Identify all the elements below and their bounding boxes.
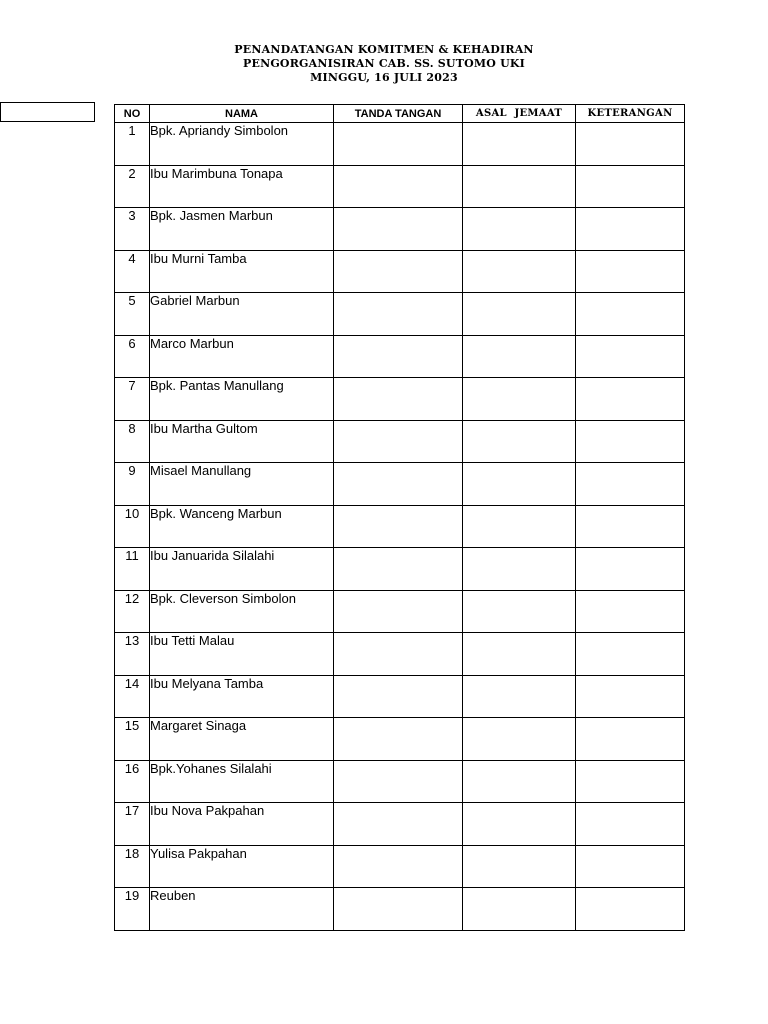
row-number: 9: [115, 463, 150, 506]
column-header-keterangan: KETERANGAN: [576, 105, 685, 123]
signature-cell[interactable]: [334, 293, 463, 336]
header-title-line-2: PENGORGANISIRAN CAB. SS. SUTOMO UKI: [243, 57, 525, 70]
asal-jemaat-cell[interactable]: [463, 208, 576, 251]
signature-cell[interactable]: [334, 335, 463, 378]
row-name: Bpk. Pantas Manullang: [150, 378, 334, 421]
row-number: 4: [115, 250, 150, 293]
signature-cell[interactable]: [334, 760, 463, 803]
column-header-asal-jemaat: [463, 105, 576, 123]
keterangan-cell[interactable]: [576, 845, 685, 888]
asal-jemaat-cell[interactable]: [463, 845, 576, 888]
row-name: Margaret Sinaga: [150, 718, 334, 761]
column-header-nama: NAMA: [150, 105, 334, 123]
signature-cell[interactable]: [334, 803, 463, 846]
asal-jemaat-cell[interactable]: [463, 420, 576, 463]
signature-cell[interactable]: [334, 845, 463, 888]
row-number: 16: [115, 760, 150, 803]
row-name: Ibu Melyana Tamba: [150, 675, 334, 718]
signature-cell[interactable]: [334, 548, 463, 591]
row-name: Gabriel Marbun: [150, 293, 334, 336]
row-number: 7: [115, 378, 150, 421]
asal-jemaat-cell[interactable]: [463, 548, 576, 591]
row-number: 18: [115, 845, 150, 888]
table-row: [115, 208, 685, 251]
signature-cell[interactable]: [334, 718, 463, 761]
table-row: [115, 760, 685, 803]
signature-cell[interactable]: [334, 675, 463, 718]
header-date-line: MINGGU, 16 JULI 2023: [310, 71, 458, 84]
signature-cell[interactable]: [334, 165, 463, 208]
keterangan-cell[interactable]: [576, 633, 685, 676]
table-row: [115, 250, 685, 293]
asal-jemaat-cell[interactable]: [463, 803, 576, 846]
row-number: 6: [115, 335, 150, 378]
asal-jemaat-cell[interactable]: [463, 888, 576, 931]
keterangan-cell[interactable]: [576, 293, 685, 336]
keterangan-cell[interactable]: [576, 675, 685, 718]
keterangan-cell[interactable]: [576, 888, 685, 931]
signature-cell[interactable]: [334, 250, 463, 293]
signature-cell[interactable]: [334, 208, 463, 251]
table-row: [115, 463, 685, 506]
keterangan-cell[interactable]: [576, 420, 685, 463]
row-number: 10: [115, 505, 150, 548]
row-number: 12: [115, 590, 150, 633]
row-number: 5: [115, 293, 150, 336]
asal-jemaat-cell[interactable]: [463, 250, 576, 293]
table-row: [115, 845, 685, 888]
table-row: [115, 293, 685, 336]
table-row: [115, 335, 685, 378]
row-name: Misael Manullang: [150, 463, 334, 506]
document-header: [0, 43, 768, 85]
attendance-table: [114, 104, 685, 931]
row-name: Ibu Nova Pakpahan: [150, 803, 334, 846]
table-body: [115, 123, 685, 931]
row-name: Ibu Tetti Malau: [150, 633, 334, 676]
table-row: [115, 505, 685, 548]
keterangan-cell[interactable]: [576, 760, 685, 803]
asal-jemaat-cell[interactable]: [463, 335, 576, 378]
signature-cell[interactable]: [334, 505, 463, 548]
row-name: Ibu Martha Gultom: [150, 420, 334, 463]
asal-jemaat-cell[interactable]: [463, 378, 576, 421]
keterangan-cell[interactable]: [576, 548, 685, 591]
asal-jemaat-cell[interactable]: [463, 165, 576, 208]
keterangan-cell[interactable]: [576, 123, 685, 166]
row-name: Bpk. Cleverson Simbolon: [150, 590, 334, 633]
asal-jemaat-label: ASAL JEMAAT: [475, 108, 563, 119]
row-name: Bpk. Wanceng Marbun: [150, 505, 334, 548]
row-number: 15: [115, 718, 150, 761]
row-name: Bpk. Jasmen Marbun: [150, 208, 334, 251]
signature-cell[interactable]: [334, 888, 463, 931]
asal-jemaat-cell[interactable]: [463, 590, 576, 633]
table-row: [115, 633, 685, 676]
table-row: [115, 803, 685, 846]
asal-jemaat-cell[interactable]: [463, 760, 576, 803]
row-name: Marco Marbun: [150, 335, 334, 378]
row-name: Reuben: [150, 888, 334, 931]
row-number: 17: [115, 803, 150, 846]
asal-jemaat-cell[interactable]: [463, 293, 576, 336]
row-name: Bpk. Apriandy Simbolon: [150, 123, 334, 166]
row-number: 13: [115, 633, 150, 676]
header-title-line-1: PENANDATANGAN KOMITMEN & KEHADIRAN: [234, 43, 534, 56]
asal-jemaat-cell[interactable]: [463, 718, 576, 761]
keterangan-cell[interactable]: [576, 208, 685, 251]
row-name: Yulisa Pakpahan: [150, 845, 334, 888]
column-header-tanda-tangan: TANDA TANGAN: [334, 105, 463, 123]
keterangan-cell[interactable]: [576, 250, 685, 293]
signature-cell[interactable]: [334, 463, 463, 506]
keterangan-cell[interactable]: [576, 165, 685, 208]
row-number: 19: [115, 888, 150, 931]
side-empty-box: [0, 102, 95, 122]
column-header-no: NO: [115, 105, 150, 123]
signature-cell[interactable]: [334, 590, 463, 633]
row-name: Ibu Murni Tamba: [150, 250, 334, 293]
row-number: 8: [115, 420, 150, 463]
row-number: 14: [115, 675, 150, 718]
table-row: [115, 420, 685, 463]
table-row: [115, 675, 685, 718]
table-row: [115, 123, 685, 166]
row-name: Ibu Marimbuna Tonapa: [150, 165, 334, 208]
asal-jemaat-cell[interactable]: [463, 123, 576, 166]
keterangan-cell[interactable]: [576, 803, 685, 846]
row-number: 11: [115, 548, 150, 591]
row-number: 3: [115, 208, 150, 251]
row-name: Ibu Januarida Silalahi: [150, 548, 334, 591]
table-row: [115, 718, 685, 761]
table-row: [115, 888, 685, 931]
keterangan-cell[interactable]: [576, 378, 685, 421]
asal-jemaat-cell[interactable]: [463, 675, 576, 718]
keterangan-cell[interactable]: [576, 718, 685, 761]
row-name: Bpk.Yohanes Silalahi: [150, 760, 334, 803]
table-header-row: [115, 105, 685, 123]
table-row: [115, 165, 685, 208]
keterangan-cell[interactable]: [576, 463, 685, 506]
table-row: [115, 378, 685, 421]
table-row: [115, 590, 685, 633]
signature-cell[interactable]: [334, 420, 463, 463]
keterangan-cell[interactable]: [576, 335, 685, 378]
asal-jemaat-cell[interactable]: [463, 633, 576, 676]
row-number: 2: [115, 165, 150, 208]
keterangan-cell[interactable]: [576, 590, 685, 633]
signature-cell[interactable]: [334, 633, 463, 676]
keterangan-cell[interactable]: [576, 505, 685, 548]
asal-jemaat-cell[interactable]: [463, 463, 576, 506]
signature-cell[interactable]: [334, 123, 463, 166]
signature-cell[interactable]: [334, 378, 463, 421]
asal-jemaat-cell[interactable]: [463, 505, 576, 548]
table-row: [115, 548, 685, 591]
row-number: 1: [115, 123, 150, 166]
